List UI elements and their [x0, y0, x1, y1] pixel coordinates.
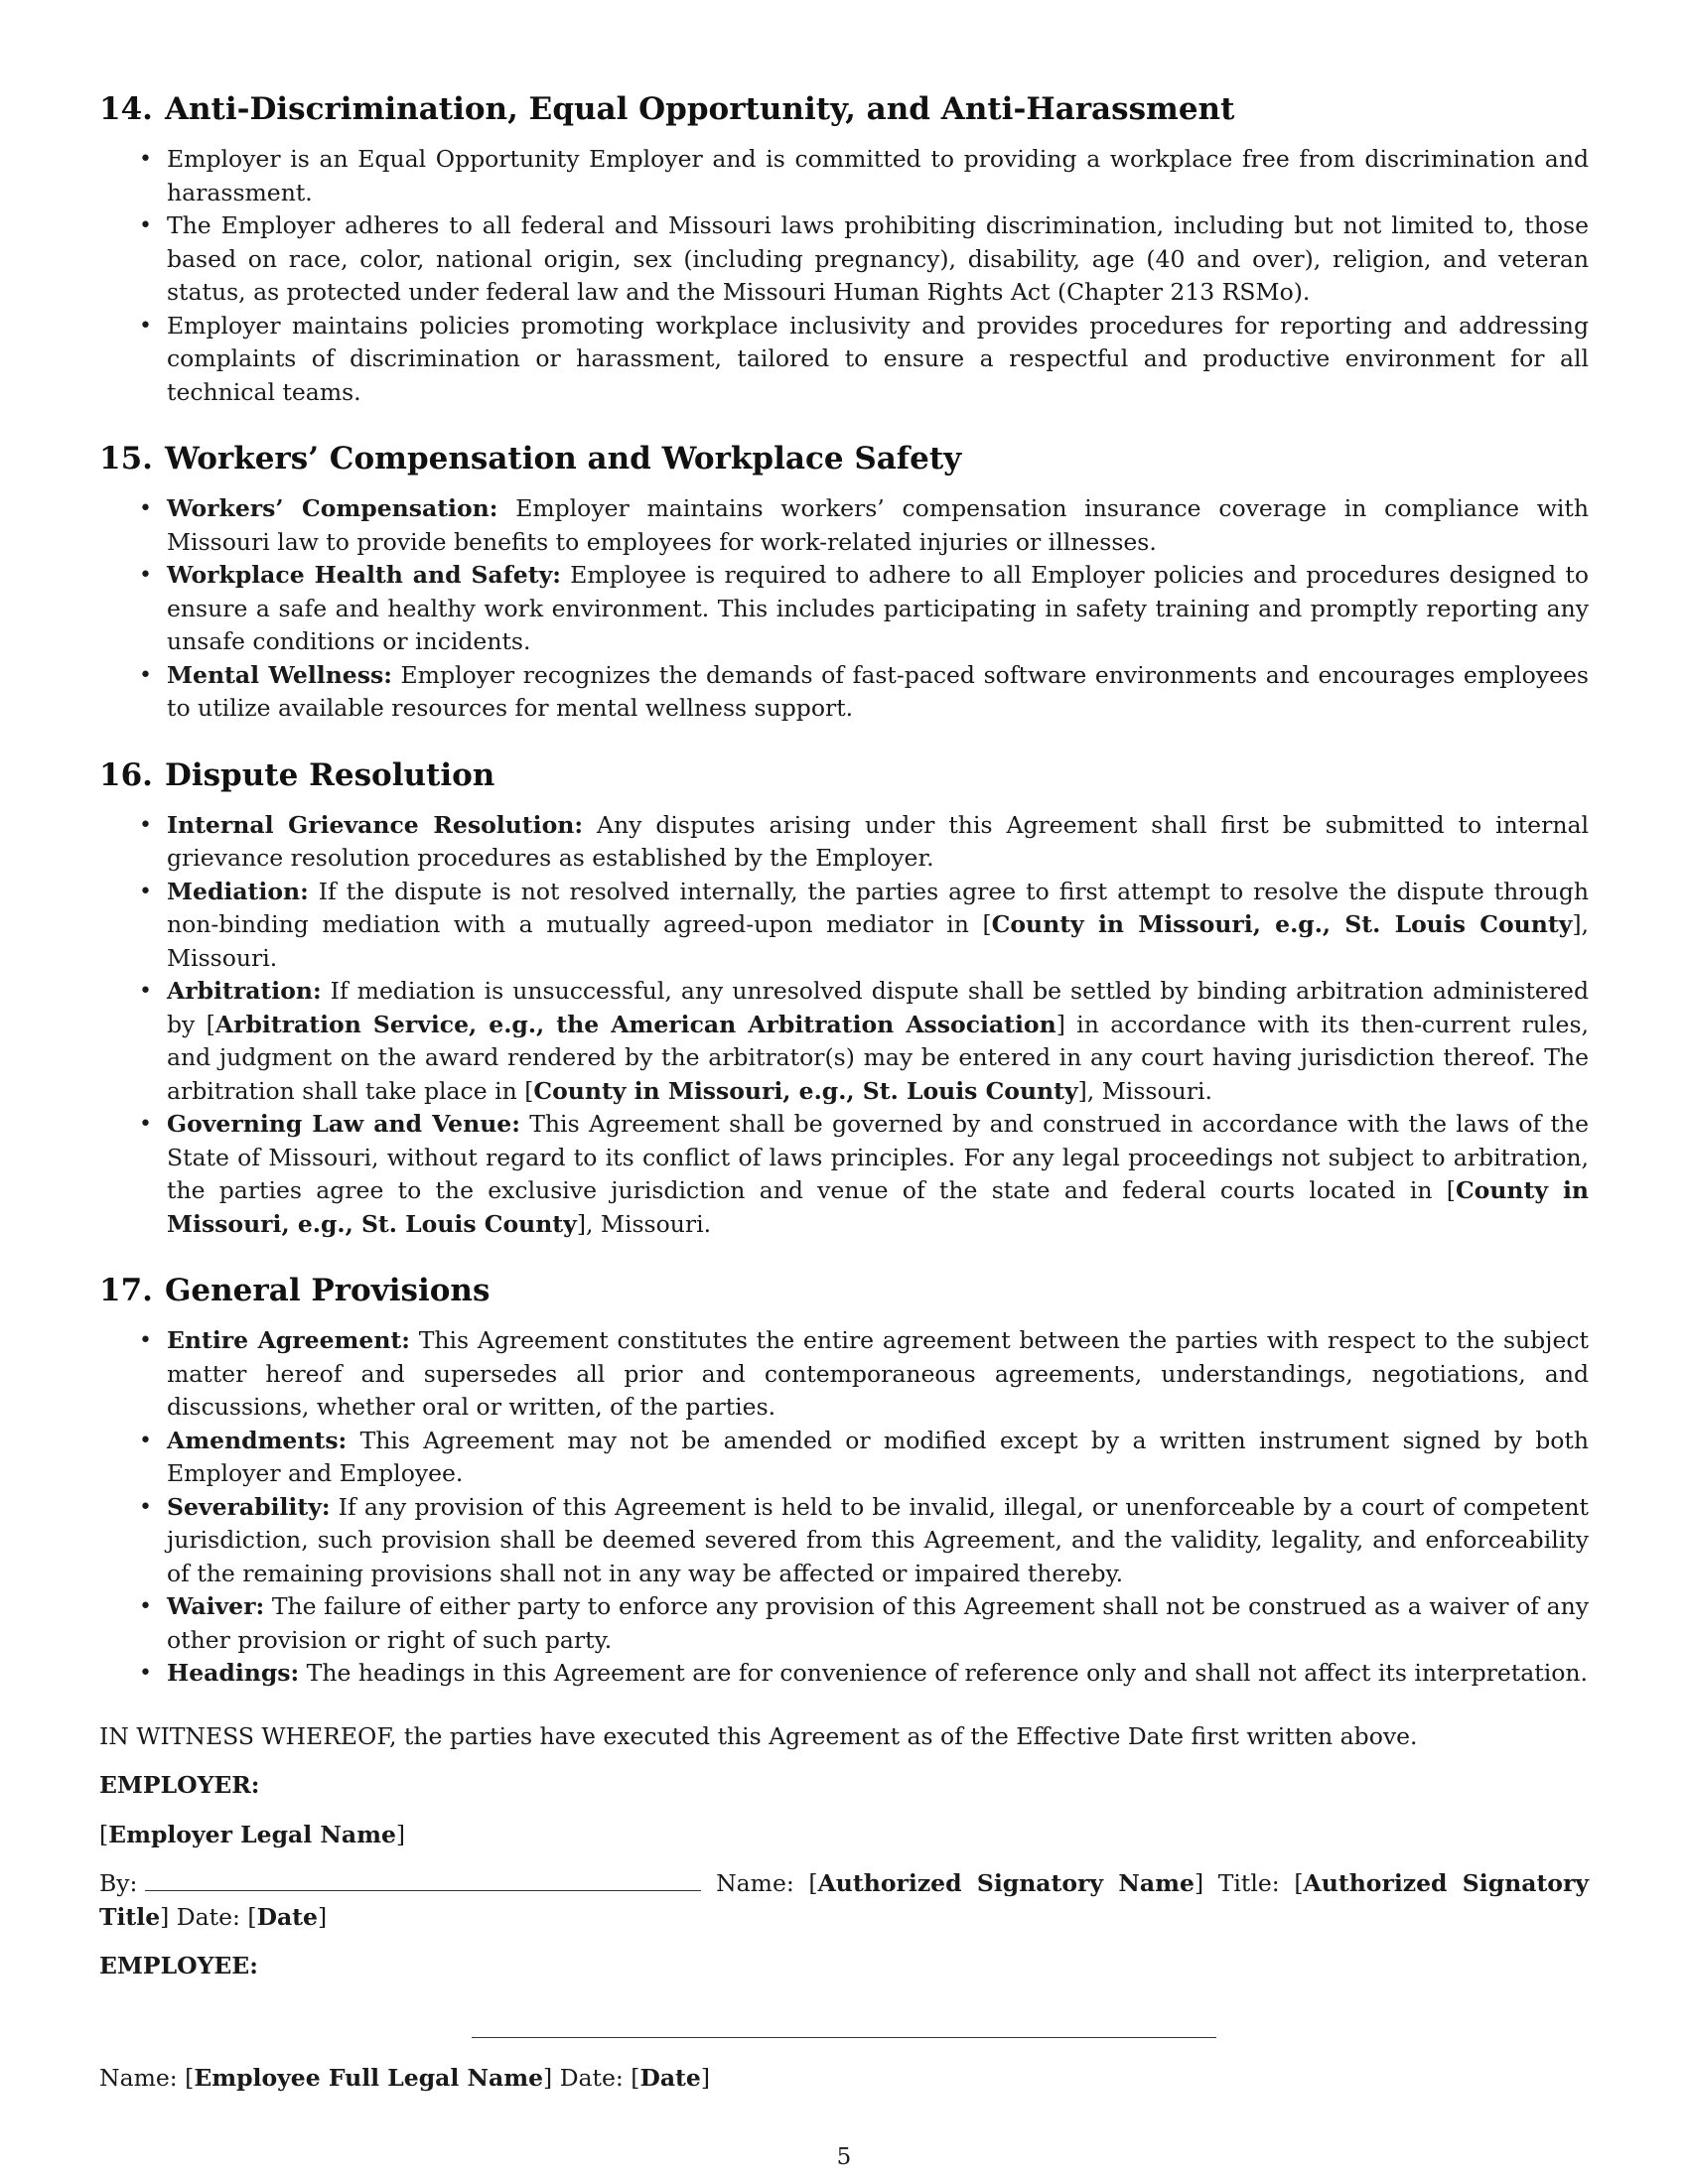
list-item	[167, 559, 1589, 659]
bullet-list	[99, 492, 1589, 726]
list-item	[167, 809, 1589, 876]
list-item	[167, 310, 1589, 410]
employee-date: Date	[639, 2063, 701, 2092]
list-item	[167, 1491, 1589, 1591]
employer-signature-field[interactable]	[145, 1868, 701, 1891]
section-title: Dispute Resolution	[164, 756, 495, 793]
employer-legal-name-value: Employer Legal Name	[108, 1820, 396, 1848]
item-label: Mediation:	[167, 877, 309, 905]
section-number: 17.	[99, 1273, 153, 1308]
bullet-list	[99, 1324, 1589, 1691]
list-item	[167, 975, 1589, 1108]
item-label: Workplace Health and Safety:	[167, 561, 561, 589]
list-item	[167, 1324, 1589, 1425]
page-number: 5	[836, 2144, 852, 2170]
signatory-name: Authorized Signatory Name	[817, 1869, 1195, 1897]
list-item	[167, 209, 1589, 310]
date-label: Date:	[176, 1902, 240, 1931]
item-label: Amendments:	[167, 1426, 348, 1454]
item-text: Employee is required to adhere to all Employer policies and procedures designed to ensure a safe and healthy work environment. This includes participating in safety training and promptly reporting any unsafe conditions or incidents.	[167, 561, 1589, 655]
by-label: By:	[99, 1869, 138, 1897]
placeholder-value: Arbitration Service, e.g., the American Arbitration Association	[214, 1010, 1056, 1038]
section-number: 16.	[99, 756, 153, 793]
item-text: ] in accordance with its then-current rules, and judgment on the award rendered by the arbitrator(s) may be entered in any court having jurisdiction thereof. The arbitration shall take place in [	[167, 1010, 1589, 1105]
item-label: Workers’ Compensation:	[167, 494, 498, 522]
item-label: Arbitration:	[167, 977, 322, 1005]
list-item	[167, 876, 1589, 976]
item-text: Any disputes arising under this Agreement shall first be submitted to internal grievance resolution procedures as established by the Employer.	[167, 810, 1589, 872]
item-text: Employer maintains policies promoting workplace inclusivity and provides procedures for reporting and addressing complaints of discrimination or harassment, tailored to ensure a respectful and productive environment for all technical teams.	[167, 311, 1589, 406]
employee-name-line: Name: [Employee Full Legal Name] Date: [Date]	[99, 2063, 711, 2092]
section-16	[99, 755, 1589, 1242]
section-number: 14.	[99, 91, 153, 127]
employer-legal-name: [Employer Legal Name]	[99, 1820, 406, 1848]
item-text: If any provision of this Agreement is held to be invalid, illegal, or unenforceable by a court of competent jurisdiction, such provision shall be deemed severed from this Agreement, and the validity, legality, and enforceability of the remaining provisions shall not in any way be affected or impaired thereby.	[167, 1492, 1589, 1587]
section-title: Workers’ Compensation and Workplace Safety	[164, 441, 962, 477]
item-label: Mental Wellness:	[167, 660, 392, 689]
employee-name-label: Name:	[99, 2063, 178, 2092]
document-page	[99, 89, 1589, 2095]
item-label: Internal Grievance Resolution:	[167, 810, 584, 839]
list-item	[167, 143, 1589, 209]
item-text: Employer is an Equal Opportunity Employer and is committed to providing a workplace free from discrimination and harassment.	[167, 145, 1589, 206]
item-text: This Agreement constitutes the entire agreement between the parties with respect to the subject matter hereof and supersedes all prior and contemporaneous agreements, understandings, negotiations, and discussions, whether oral or written, of the parties.	[167, 1326, 1589, 1421]
section-heading	[99, 439, 1589, 478]
employer-heading: EMPLOYER:	[99, 1771, 260, 1799]
list-item	[167, 659, 1589, 726]
item-label: Governing Law and Venue:	[167, 1110, 520, 1138]
name-label: Name:	[716, 1869, 794, 1897]
item-text: Employer recognizes the demands of fast-paced software environments and encourages employees to utilize available resources for mental wellness support.	[167, 660, 1589, 722]
item-text: The headings in this Agreement are for convenience of reference only and shall not affect its interpretation.	[306, 1659, 1588, 1687]
item-text: This Agreement shall be governed by and construed in accordance with the laws of the State of Missouri, without regard to its conflict of laws principles. For any legal proceedings not subject to arbitration, the parties agree to the exclusive jurisdiction and venue of the state and federal courts located in [	[167, 1110, 1589, 1204]
item-label: Waiver:	[167, 1592, 265, 1620]
section-heading	[99, 755, 1589, 795]
employee-heading: EMPLOYEE:	[99, 1952, 258, 1979]
section-15	[99, 439, 1589, 726]
bullet-list	[99, 809, 1589, 1242]
section-title: Anti-Discrimination, Equal Opportunity, and Anti-Harassment	[164, 91, 1235, 127]
item-label: Entire Agreement:	[167, 1326, 410, 1354]
list-item	[167, 1657, 1589, 1691]
list-item	[167, 1590, 1589, 1657]
item-text: This Agreement may not be amended or modified except by a written instrument signed by both Employer and Employee.	[167, 1426, 1589, 1487]
placeholder-value: County in Missouri, e.g., St. Louis County	[533, 1076, 1078, 1105]
item-text: If the dispute is not resolved internally, the parties agree to first attempt to resolve the dispute through non-binding mediation with a mutually agreed-upon mediator in [	[167, 877, 1589, 938]
section-heading	[99, 89, 1589, 129]
item-text: ], Missouri.	[1077, 1076, 1212, 1105]
employee-date-label: Date:	[559, 2063, 624, 2092]
list-item	[167, 492, 1589, 559]
bullet-list	[99, 143, 1589, 409]
placeholder-value: County in Missouri, e.g., St. Louis County	[991, 910, 1573, 938]
item-text: ], Missouri.	[167, 910, 1589, 972]
section-number: 15.	[99, 441, 153, 477]
employer-date: Date	[256, 1902, 318, 1931]
employee-full-name: Employee Full Legal Name	[194, 2063, 544, 2092]
section-title: General Provisions	[164, 1273, 491, 1308]
item-label: Headings:	[167, 1659, 300, 1687]
item-text: The failure of either party to enforce any provision of this Agreement shall not be construed as a waiver of any other provision or right of such party.	[167, 1592, 1589, 1654]
item-label: Severability:	[167, 1492, 331, 1521]
item-text: ], Missouri.	[576, 1209, 712, 1238]
sections-container	[99, 89, 1589, 1691]
item-text: Employer maintains workers’ compensation insurance coverage in compliance with Missouri law to provide benefits to employees for work-related injuries or illnesses.	[167, 494, 1590, 556]
placeholder-value: County in Missouri, e.g., St. Louis County	[167, 1176, 1589, 1238]
section-heading	[99, 1271, 1589, 1310]
section-14	[99, 89, 1589, 409]
item-text: If mediation is unsuccessful, any unresolved dispute shall be settled by binding arbitration administered by [	[167, 977, 1589, 1038]
title-label: Title:	[1217, 1869, 1280, 1897]
section-17	[99, 1271, 1589, 1691]
signatory-title: Authorized Signatory Title	[99, 1869, 1590, 1931]
list-item	[167, 1425, 1589, 1491]
item-text: The Employer adheres to all federal and Missouri laws prohibiting discrimination, including but not limited to, those based on race, color, national origin, sex (including pregnancy), disability, age (40 and over), religion, and veteran status, as protected under federal law and the Missouri Human Rights Act (Chapter 213 RSMo).	[167, 211, 1589, 306]
witness-statement: IN WITNESS WHEREOF, the parties have executed this Agreement as of the Effective Date first written above.	[99, 1721, 1418, 1750]
list-item	[167, 1108, 1589, 1241]
employee-signature-field[interactable]	[472, 2015, 1216, 2038]
employer-signature-line: By: Name: [Authorized Signatory Name] Title: [Authorized Signatory Title] Date: [Date]	[99, 1869, 1590, 1931]
